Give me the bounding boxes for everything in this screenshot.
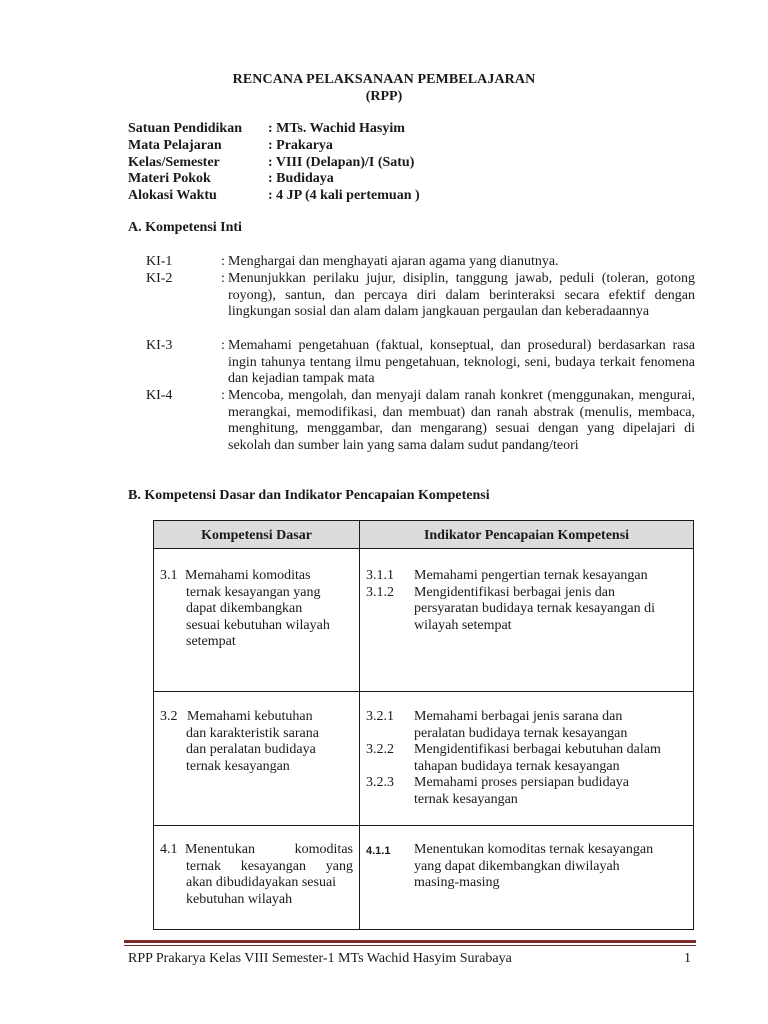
ki-text: Mencoba, mengolah, dan menyaji dalam ranah konkret (menggunakan, mengurai, merangkai, memodifikasi, dan membuat) dan ranah abstrak (menulis, membaca, menghitung, menggambar, dan mengarang) sesuai dengan yang dipelajari di sekolah dan sumber lain yang sama dalam sudut pandang/teori [228,388,695,453]
ki-text: Memahami pengetahuan (faktual, konseptual, dan prosedural) berdasarkan rasa ingin tahunya tentang ilmu pengetahuan, teknologi, seni, budaya terkait fenomena dan kejadian tampak mata [228,338,695,387]
table-header-row [154,521,694,549]
ki-code: KI-3 [146,338,173,353]
identity-label: Kelas/Semester [128,154,220,170]
indicator-item [366,842,687,892]
identity-label: Materi Pokok [128,171,211,187]
kd-cell [154,692,360,826]
identity-label: Mata Pelajaran [128,137,222,153]
table-header-kd: Kompetensi Dasar [154,521,360,549]
kd-first-line: 3.2 Memahami kebutuhan [160,709,313,724]
document-subtitle: (RPP) [365,89,403,104]
ki-item [146,338,695,388]
kd-line: akan dibudidayakan sesuai [186,875,337,891]
ki-code: KI-4 [146,388,173,403]
indicator-text: Memahami pengertian ternak kesayangan [414,568,648,583]
indicator-cell [360,692,694,826]
identity-row [128,138,420,155]
kd-number: 3.2 [160,709,178,724]
footer-text: RPP Prakarya Kelas VIII Semester-1 MTs Wachid Hasyim Surabaya [128,951,512,966]
kd-line: sesuai kebutuhan wilayah [186,617,330,633]
identity-row [128,121,420,138]
indicator-text: Menentukan komoditas ternak kesayangan yang dapat dikembangkan diwilayah masing-masing [414,842,654,891]
indicator-item [366,775,687,808]
footer-rule-thin [124,945,696,946]
ki-item [146,388,695,454]
kd-line: kebutuhan wilayah [186,891,293,907]
kd-first-line: 3.1 Memahami komoditas [160,568,311,583]
table-row [154,692,694,826]
kd-line: dan karakteristik sarana [186,725,319,741]
indicator-item [366,585,687,635]
indicator-item [366,568,687,585]
kd-line: setempat [186,634,236,650]
table-row [154,549,694,692]
kd-line: ternak kesayangan yang [186,858,353,874]
identity-label: Alokasi Waktu [128,188,217,204]
ki-colon: : [221,254,225,269]
identity-value: : 4 JP (4 kali pertemuan ) [268,188,420,204]
page-number: 1 [684,951,691,966]
indicator-number: 4.1.1 [366,845,391,857]
kd-line: dapat dikembangkan [186,601,303,617]
kd-cell [154,549,360,692]
kd-line: ternak kesayangan yang [186,584,321,600]
indicator-number: 3.1.2 [366,584,394,600]
identity-value: : Budidaya [268,171,334,187]
indicator-text: Mengidentifikasi berbagai kebutuhan dalam tahapan budidaya ternak kesayangan [414,742,661,774]
identity-value: : MTs. Wachid Hasyim [268,121,405,136]
indicator-cell [360,826,694,930]
kd-line: ternak kesayangan [186,758,290,774]
indicator-number: 3.1.1 [366,568,394,583]
identity-label: Satuan Pendidikan [128,121,242,136]
indicator-number: 3.2.3 [366,775,394,791]
indicator-number: 3.2.2 [366,742,394,758]
table-header-indicator: Indikator Pencapaian Kompetensi [360,521,694,549]
identity-block [128,121,420,205]
kd-number: 4.1 [160,842,178,857]
ki-item [146,271,695,321]
kd-number: 3.1 [160,568,178,583]
ki-item [146,254,695,271]
indicator-cell [360,549,694,692]
ki-colon: : [221,388,225,403]
identity-row [128,188,420,205]
table-row [154,826,694,930]
section-b-heading: B. Kompetensi Dasar dan Indikator Pencapaian Kompetensi [128,488,490,503]
identity-row [128,171,420,188]
document-title: RENCANA PELAKSANAAN PEMBELAJARAN [232,72,536,87]
indicator-item [366,742,687,775]
kd-line: dan peralatan budidaya [186,742,316,758]
indicator-item [366,709,687,742]
indicator-text: Memahami berbagai jenis sarana dan peralatan budidaya ternak kesayangan [414,709,628,741]
kd-first-line: 4.1 Menentukan komoditas [160,842,353,857]
indicator-text: Mengidentifikasi berbagai jenis dan persyaratan budidaya ternak kesayangan di wilayah setempat [414,584,656,633]
identity-row [128,155,420,172]
section-a-heading: A. Kompetensi Inti [128,220,242,235]
identity-value: : VIII (Delapan)/I (Satu) [268,154,415,170]
ki-code: KI-2 [146,271,173,286]
ki-text: Menunjukkan perilaku jujur, disiplin, tanggung jawab, peduli (toleran, gotong royong), santun, dan percaya diri dalam berinteraksi secara efektif dengan lingkungan sosial dan alam dalam jangkauan pergaulan dan keberadaannya [228,271,695,320]
ki-colon: : [221,271,225,286]
ki-colon: : [221,338,225,353]
kd-cell [154,826,360,930]
indicator-number: 3.2.1 [366,709,394,724]
identity-value: : Prakarya [268,137,333,153]
ki-code: KI-1 [146,254,173,269]
footer-rule-thick [124,940,696,943]
competency-table [153,520,694,930]
indicator-text: Memahami proses persiapan budidaya ternak kesayangan [414,775,629,807]
ki-text: Menghargai dan menghayati ajaran agama yang dianutnya. [228,254,559,269]
